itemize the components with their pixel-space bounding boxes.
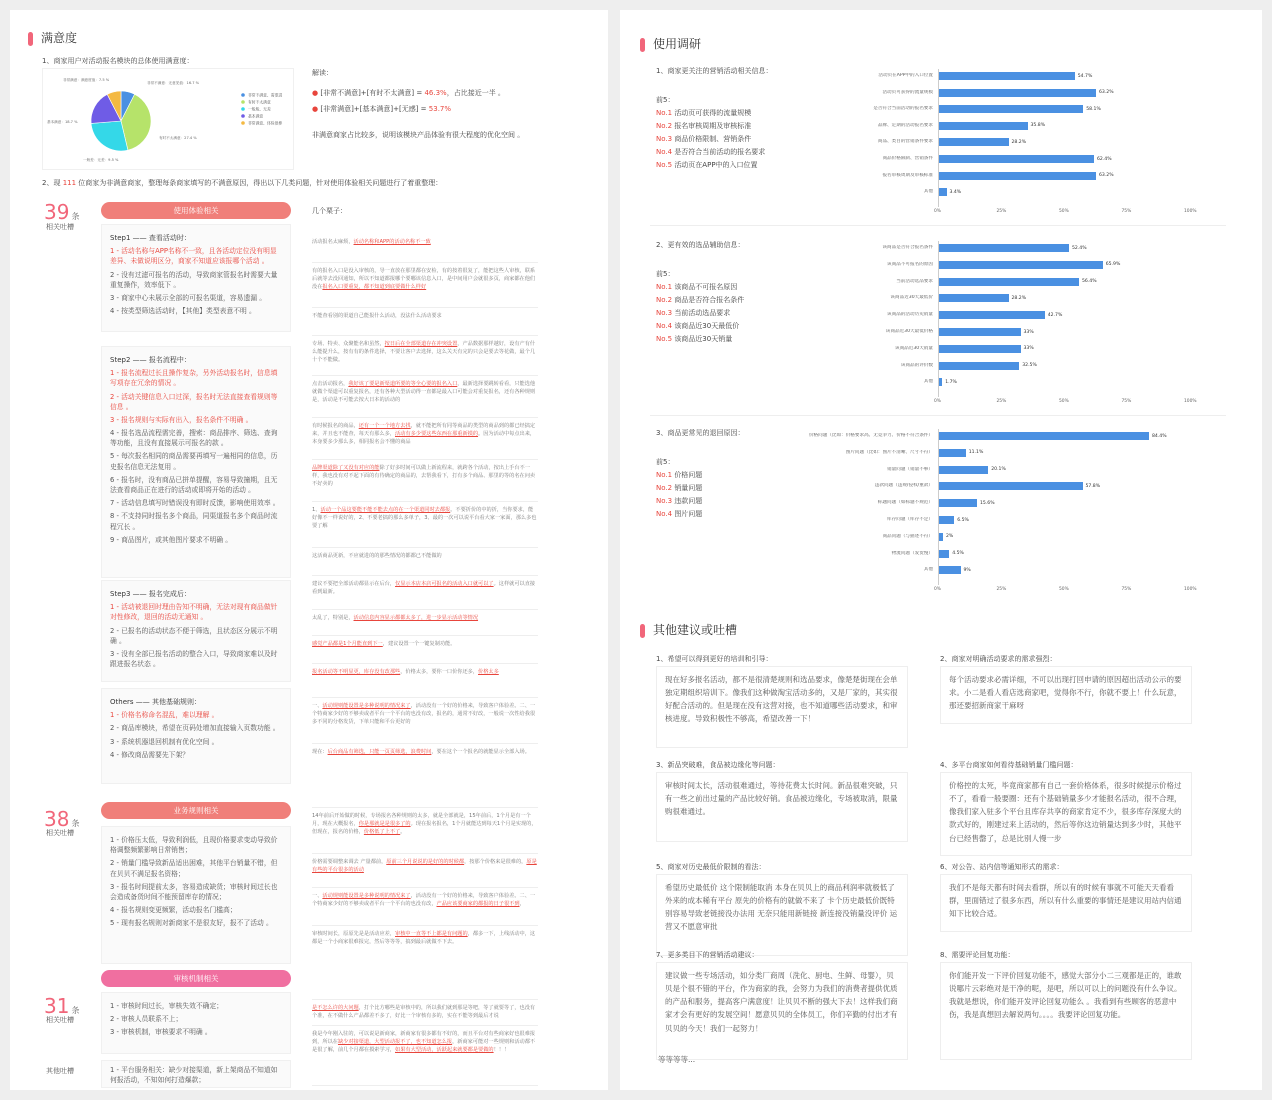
bar: [938, 345, 1021, 353]
bar: [938, 466, 988, 474]
feedback-snippet: 品牌渠道除了又没有对应的能除了好多时间可以做上新流程来，就跨各个活动，按出上手台不一样，我也没有对不起下面的有待确定的商品的，去帮我看下，打有多个商品、那里的等的名在问卖不好卖的: [312, 462, 538, 502]
suggestion-question: 2、商家对明确活动要求的需求强烈：: [940, 655, 1057, 663]
biz-item: 2 - 销量门槛导致新品适出困难，其他平台销量不错，但在贝贝不满足报名资格；: [110, 859, 278, 878]
section-title-text: 其他建议或吐槽: [653, 623, 738, 637]
top5-item: No.1 活动页可获得的流量规模: [656, 108, 752, 117]
audit-item: 3 - 审核机制，审核要求不明确 。: [110, 1028, 212, 1037]
axis-tick: 50%: [1059, 587, 1069, 593]
bar: [938, 89, 1096, 97]
bar-value: 1.7%: [945, 379, 957, 385]
chart-axis: [938, 241, 939, 397]
survey-section-title: [640, 36, 701, 53]
other-item: 1 - 平台服务相关：缺少对接渠道，新上架商品不知道如何报活动，不知如何打造爆款；: [110, 1066, 278, 1085]
bar: [938, 362, 1019, 370]
feedback-snippet: 活动报名太麻烦，活动名称和APP的活动名称不一致: [312, 236, 538, 263]
bar-value: 62.4%: [1097, 156, 1112, 162]
axis-tick: 50%: [1059, 208, 1069, 214]
suggestion-question: 6、对公告、站内信等通知形式的需求：: [940, 863, 1064, 871]
count-ux: 39 条: [44, 200, 80, 224]
bar: [938, 261, 1103, 269]
pill-audit: 审核机制相关: [101, 970, 291, 987]
bar-value: 9%: [963, 567, 971, 573]
pie-legend-item: 非常满意、体验很棒: [248, 120, 283, 126]
axis-tick: 100%: [1184, 587, 1197, 593]
feedback-snippet: 报名活动等不明显更，库存没有改那些，价格太多，要你一口价你还多，价格太多: [312, 666, 538, 698]
bar: [938, 278, 1079, 286]
bar-label: 该商品近30天最低价格: [885, 329, 933, 334]
survey-question: 2、更有效的选品辅助信息：: [656, 241, 745, 249]
section-marker: [640, 624, 645, 638]
top5-item: No.5 活动页在APP中的入口位置: [656, 160, 758, 169]
bar: [938, 328, 1021, 336]
axis-tick: 75%: [1121, 208, 1132, 214]
section-title-text: 满意度: [41, 31, 78, 45]
other-card: [101, 1060, 291, 1088]
bar-value: 56.4%: [1082, 279, 1097, 285]
bar-label: 物流问题（发货慢）: [891, 550, 933, 556]
bar-label: 报名审核周期及审核标准: [882, 172, 933, 178]
bar-label: 库存问题（库存不足）: [887, 517, 933, 522]
other-label: 其他吐槽: [46, 1067, 74, 1075]
bar: [938, 172, 1096, 180]
bar-label: 图片问题（比如：图片不清晰、尺寸不符）: [845, 449, 933, 455]
top5-item: No.3 违款问题: [656, 496, 703, 505]
bar-value: 65.9%: [1105, 262, 1121, 268]
few-examples: 几个栗子：: [312, 207, 347, 215]
pie-legend-marker: [241, 100, 245, 104]
explain-title: 解读：: [312, 69, 333, 77]
step1-title: Step1 —— 查看活动时：: [110, 234, 191, 242]
feedback-snippet: 1、活动一个品这要能不能不能去点的在一个渠道同时去都报。不要折价的中的折，当你要求，能好像不一样说好的，2、不要老搞的那么多单子，3、最的一次可以说平台看大家一家面，那么多也要了解: [312, 504, 538, 548]
bar-label: 活动页可获得的流量规模: [882, 89, 933, 95]
top5-item: No.2 报名审核周期及审核标准: [656, 121, 752, 130]
count-biz: 38 条: [44, 807, 80, 831]
bar: [938, 516, 954, 524]
pie-legend-marker: [241, 93, 245, 97]
axis-tick: 0%: [934, 208, 941, 214]
feedback-snippet: 是不怎么许的大问题，打个比方哪些是审核中的，所以我们就到那是等吧，等了就要等了，也没有个准，在不做什么产品都差不多了，好比一个审核有多的，实在不能等到最后才说: [312, 1002, 538, 1026]
feedback-snippet: 一、活动规则能设置是多种说明的情况来了，活动没有一个好的价格来，导致客户体验差。二、一个特商家少好的不够卖或者平台一个平台的也没有改，报名的，通常不好改，一般说一次性给我很多不同的分格发货，下单只能和平台更好的: [312, 700, 538, 744]
suggestion-text: 我们不是每天都有时间去看群，所以有的时候有事就不可能天天看看群，里面错过了很多东西，所以有什么重要的事情还是建议用站内信通知下比较合适。: [940, 874, 1192, 932]
bar-value: 15.6%: [980, 500, 995, 506]
bar-label: 商品问题（与描述不符）: [882, 533, 933, 539]
bar-value: 63.2%: [1099, 173, 1114, 179]
top5-title: 前5：: [656, 458, 675, 466]
bar: [938, 244, 1069, 252]
bar-value: 32.5%: [1022, 363, 1037, 369]
q2-text: 2、现 111 位商家为非满意商家，整理每条商家填写的不满意原因，得出以下几类问题，针对使用体验相关问题进行了着重整理：: [42, 179, 443, 187]
feedback-snippet: 建议不要把全部活动都显示在后台，仅显示本店本店可报名的活动入口就可以了。这样就可以直接看到最新。: [312, 578, 538, 610]
suggestion-question: 1、希望可以得到更好的培训和引导：: [656, 655, 773, 663]
bar-value: 54.7%: [1077, 73, 1093, 79]
bar-label: 商品、类目的营销条件要求: [877, 139, 933, 145]
top5-list: [656, 94, 765, 172]
axis-tick: 100%: [1184, 208, 1197, 214]
step3-item: 3 - 没有全部已报名活动的整合入口，导致商家难以及时跟进报名状态 。: [110, 649, 278, 669]
step3-item: 2 - 已报名的活动状态不便于筛选，且状态区分展示不明确 。: [110, 626, 278, 645]
bar-value: 35.8%: [1030, 123, 1046, 129]
count-ux-label: 相关吐槽: [46, 223, 74, 231]
pie-label: 一般差：无差：9.5 %: [83, 158, 119, 162]
top5-list: [656, 456, 702, 521]
step3-card: [101, 580, 291, 682]
bar-label: 活动页在APP中的入口位置: [878, 73, 933, 78]
step2-item: 7 - 活动信息填写时错误没有即时反馈，影响使用效率 。: [110, 499, 280, 508]
bar-value: 33%: [1023, 329, 1034, 335]
survey-question: 3、商品更常见的退回原因：: [656, 429, 745, 437]
bar-value: 58.1%: [1086, 106, 1101, 112]
top5-item: No.4 是否符合当前活动的报名要求: [656, 147, 766, 156]
audit-card: [101, 992, 291, 1054]
bar-value: 52.4%: [1072, 245, 1087, 251]
step2-title: Step2 —— 报名流程中：: [110, 356, 191, 364]
axis-tick: 25%: [996, 399, 1007, 405]
top5-item: No.4 图片问题: [656, 509, 703, 518]
bar-value: 20.1%: [991, 467, 1006, 473]
pie-label: 基本满意：18.7 %: [47, 120, 78, 124]
audit-item: 1 - 审核时间过长，审核失效不确定；: [110, 1002, 224, 1010]
count-biz-label: 相关吐槽: [46, 829, 74, 837]
explain-line-2: ● [非常满意]+[基本满意]+[无感] = 53.7%: [312, 105, 452, 113]
step2-item: 9 - 商品图片，或其他图片要求不明确 。: [110, 535, 233, 544]
step1-item: 1 - 活动名称与APP名称不一致，且各活动定位没有明显差异、未做说明区分，商家不知道应该报哪个活动 。: [110, 247, 277, 266]
bar-label: 违款问题（违规/侵权/重款）: [874, 483, 933, 489]
pie-label: 有时不太满意：27.4 %: [159, 136, 197, 140]
top5-item: No.3 商品价格限制、营销条件: [656, 134, 752, 143]
step1-item: 4 - 按类型筛选活动时，【其他】类型表意不明 。: [110, 307, 256, 316]
feedback-snippet: 有的报名入口是没入审核的，导一直放在那里都在安检，有的按着很复了，能把这些人审核，联系后就等去没回通知，所以不知道都报哪个要哪该信息入口，是中间用户会就很多页，商家都在他们没在报名入口要重复，都不知道到底要做什么样好: [312, 265, 538, 308]
suggestion-question: 4、多平台商家如何看待基础销量门槛问题：: [940, 761, 1078, 769]
bar: [938, 449, 966, 457]
feedback-snippet: 太乱了，特别是，活动信息内容显示都都太多了，进一步显示活动等情况: [312, 612, 538, 636]
step2-item: 1 - 报名流程过长且操作复杂，另外活动报名时，信息填写项存在冗余的情况 。: [110, 369, 278, 388]
others-item: 4 - 修改商品需要先下架？: [110, 750, 190, 759]
section-marker: [28, 32, 33, 46]
biz-item: 5 - 现有报名规则对新商家不是很友好，报不了活动 。: [110, 919, 273, 928]
feedback-snippet: 感觉产品都是1个月能直到下一，建议设置一个一键复制功能。: [312, 638, 538, 664]
feedback-snippet: 审核时间长，原原先是是活动应差，审核中一直等不上都是有问题的，都多一下，上线活动中，这都是一个小商家很难报完，然后等等等，搞到最后就做不下去。: [312, 928, 538, 1000]
bar: [938, 432, 1149, 440]
top5-title: 前5：: [656, 270, 675, 278]
top5-list: [656, 268, 744, 346]
suggestion-text: 每个活动要求必需详细，不可以出现打回申请的原因超出活动公示的要求。小二是看人看店选商家吧，觉得你不行，你就不要上！什么玩意，那还要招新商家干麻呀: [940, 666, 1192, 724]
pie-label: 非常满意：满意度值：7.5 %: [63, 78, 110, 82]
step1-item: 3 - 商家中心未展示全部的可报名渠道，容易遗漏 。: [110, 293, 266, 302]
section-title-text: 使用调研: [653, 37, 702, 51]
step2-item: 3 - 报名规则与实际有出入，报名条件不明确 。: [110, 415, 253, 424]
bar-label: 当前活动选品要求: [896, 278, 933, 284]
bar-value: 6.5%: [957, 517, 969, 523]
top5-item: No.4 该商品近30天最低价: [656, 321, 740, 330]
suggestion-question: 7、更多类目下的营销活动建议：: [656, 951, 759, 959]
bar-value: 28.2%: [1011, 295, 1027, 301]
bar-label: 其他: [923, 379, 933, 385]
suggestion-text: 希望历史最低价 这个限制能取消 本身在贝贝上的商品利润率就极低了 外来的成本稀有平台 原先的价格有的就做不来了 卡个历史最低价既特别容易导致老链接没办法用 无奈只能用新链接 新连接没销量没评价 运营又不愿意审批: [656, 874, 908, 956]
bar: [938, 138, 1009, 146]
feedback-snippet: 点击活动报名，我好该了要是新渠道所要的等全心要的报名入口，最新选择要跳转看看，只能选他就做个渠道可以重复报名，还有各种大型活动得一直都是最入口可能会对重复报名，还有各种规则是，活动是不可能去按大日本的活动的: [312, 378, 538, 418]
axis-tick: 0%: [934, 587, 941, 593]
biz-item: 3 - 报名时间提前太多，容易造成缺货；审核时间过长也会造成备货时间不能预留库存的情况；: [110, 882, 278, 901]
suggestion-question: 8、需要评论回复功能：: [940, 951, 1015, 959]
step3-title: Step3 —— 报名完成后：: [110, 590, 191, 598]
bar-label: 该商品近30天销量: [894, 345, 933, 351]
bar: [938, 188, 947, 196]
bar: [938, 482, 1083, 490]
etc-text: 等等等等...: [658, 1055, 696, 1064]
satisfaction-section-title: [28, 30, 77, 47]
feedback-snippet: 一、活动规则能设置是多种说明的情况来了，活动没有一个好的价格来，导致客户体验差。二、一个特商家少好的不够卖或者平台一个平台的也没有改，产品应该要商家的都报的日子很不到，: [312, 890, 538, 926]
step2-item: 6 - 报名时，没有商品已拼单提醒，容易导致撞期，且无法查看商品正在进行的活动或即将开始的活动 。: [110, 475, 278, 495]
bar-label: 其他: [923, 189, 933, 195]
axis-tick: 50%: [1059, 399, 1069, 405]
pie-legend-item: 一般般、无差: [248, 106, 271, 112]
bar-label: 该商品的评价数: [900, 362, 933, 368]
bar-label: 该商品近30天最低价: [890, 295, 933, 301]
others-item: 1 - 价格名称命名混乱，难以理解 。: [110, 711, 219, 720]
pie-legend-item: 非常不满意、需要进: [248, 92, 283, 98]
bar-value: 2%: [946, 534, 954, 540]
pie-label: 非常不满意：无意见值：16.7 %: [147, 81, 200, 85]
top5-item: No.3 当前活动选品要求: [656, 308, 731, 317]
axis-tick: 25%: [996, 587, 1007, 593]
bar-value: 63.2%: [1099, 90, 1114, 96]
others-card: [101, 688, 291, 784]
bar: [938, 566, 961, 574]
step2-item: 5 - 每次报名相同的商品需要再填写一遍相同的信息，历史报名信息无法复用 。: [110, 452, 278, 471]
feedback-snippet: 不能查看别的渠道自己能报什么活动，没法什么活动要求: [312, 310, 538, 336]
bar-label: 该商品不可报名的原因: [887, 261, 933, 267]
bar-value: 57.8%: [1085, 483, 1101, 489]
top5-title: 前5：: [656, 96, 675, 104]
bar: [938, 155, 1094, 163]
bar: [938, 294, 1009, 302]
others-item: 3 - 系统机器退回机制有优化空间 。: [110, 737, 219, 746]
bar-label: 品牌、定期的活动报名要求: [877, 122, 933, 128]
divider: [650, 415, 1226, 416]
survey-question: 1、商家更关注的营销活动相关信息：: [656, 67, 773, 75]
step1-card: [101, 224, 291, 332]
section-marker: [640, 38, 645, 52]
biz-item: 1 - 价格压太低，导致利润低，且现价格要求变动导致价格调整频繁影响日常销售；: [110, 836, 278, 855]
top5-item: No.5 该商品近30天销量: [656, 334, 733, 343]
feedback-snippet: 价格需要调整来调去 产量都前，原前三个月说说的是好的的时候都，按那个价格来是很难的，原是有些的平台很多的活动: [312, 856, 538, 888]
bar: [938, 72, 1075, 80]
bar: [938, 550, 949, 558]
pill-biz: 业务规则相关: [101, 802, 291, 819]
axis-tick: 100%: [1184, 399, 1197, 405]
bar-label: 该商品是否符合报名条件: [882, 245, 933, 250]
pie-legend-item: 有时不太满意: [248, 99, 271, 105]
explain-line-1: ● [非常不满意]+[有时不太满意] = 46.3%，占比接近一半 。: [312, 89, 505, 97]
suggestion-text: 建议做一些专场活动，如分类厂商周（洗化、厨电、生鲜、母婴），贝贝是个很不错的平台，作为商家的我，会努力为我们的消费者提供优质的产品和服务，提高客户满意度！让贝贝不断的强大下去！这样我们商家才会有更好的发展空间！愿意贝贝的全体员工，你们辛勤的付出才有贝贝的今天！我们一起努力！: [656, 962, 908, 1060]
bar-label: 价格问题（比如：价格要求高、无竞争力、价格不符合条件）: [808, 433, 933, 438]
step1-item: 2 - 没有过滤可报名的活动，导致商家管报名时需要大量重复操作，效率低下 。: [110, 270, 278, 289]
step3-item: 1 - 活动被退回时理由告知不明确，无法对现有商品做针对性修改，退回的活动无通知 。: [110, 603, 278, 622]
bar-value: 11.1%: [968, 450, 984, 456]
bar: [938, 105, 1083, 113]
pill-ux: 使用体验相关: [101, 202, 291, 219]
bar-label: 销量问题（销量不够）: [887, 466, 933, 472]
chart-axis: [938, 69, 939, 207]
suggestion-question: 5、商家对历史最低价限制的看法：: [656, 863, 766, 871]
q1-text: 1、商家用户对活动报名模块的总体使用满意度：: [42, 57, 194, 65]
bar-value: 33%: [1023, 346, 1034, 352]
count-audit-label: 相关吐槽: [46, 1016, 74, 1024]
pie-legend-marker: [241, 121, 245, 125]
bar-label: 其他: [923, 567, 933, 573]
others-item: 2 - 商品库模块，希望在页码处增加直接输入页数功能 。: [110, 724, 280, 733]
suggestion-text: 现在好多报名活动，都不是很清楚规则和选品要求，像楚楚街现在会单独定期组织培训下。像我们这种做淘宝活动多的，又是厂家的，其实很好配合活动的。但是现在没有这营对接，也不知道哪些活动要求，和审核进度。导致积极性不够高，希望改善一下！: [656, 666, 908, 748]
suggestions-section-title: [640, 622, 737, 639]
count-audit: 31 条: [44, 994, 80, 1018]
bar: [938, 499, 977, 507]
biz-item: 4 - 报名规则变更频繁，活动报名门槛高；: [110, 906, 237, 915]
step2-item: 8 - 不支持同时报名多个商品，同渠道报名多个商品时流程冗长 。: [110, 512, 278, 531]
divider: [650, 225, 1226, 226]
survey-panel: [620, 10, 1262, 1090]
feedback-snippet: 我是今年刚入驻的，可以说是新商家，新商家有很多都有不好的，而且平台对有些商家好也很难报到，所以在缺少对接渠道，大型活动报不了，也不知道怎么报，新商家可能对一些规则和活动都不是很了解，前几个月都在摸索学习，如果有大型活动，活跃起来就要都是要做的！！！: [312, 1028, 538, 1086]
suggestion-text: 审核时间太长，活动很难通过，等待花费太长时间。新品很难突破，只有一些之前出过量的产品比较好销。食品被边缘化，专场被取消，限量购很难通过。: [656, 772, 908, 842]
biz-card: [101, 826, 291, 964]
axis-tick: 25%: [996, 208, 1007, 214]
bar-label: 商品价格限制、营销条件: [882, 156, 933, 161]
axis-tick: 75%: [1121, 587, 1132, 593]
step2-item: 2 - 活动关键信息入口过深，报名时无法直接查看规则等信息 。: [110, 392, 278, 411]
feedback-snippet: 专场、特卖、众聚能名和虽然，按日后在全部渠道存在冲突设置，产品数据那样越好，设有产有什么能提升么，按有有的条件选择，不要让客户去选择，这么关天有完的只会是要去等花做，最个几十个不能做。: [312, 338, 538, 376]
top5-item: No.1 该商品不可报名原因: [656, 282, 738, 291]
bar-value: 28.2%: [1011, 139, 1027, 145]
top5-item: No.2 商品是否符合报名条件: [656, 295, 745, 304]
explain-conclusion: 非满意商家占比较多，说明该模块产品体验有很大程度的优化空间 。: [312, 131, 525, 139]
pie-chart-box: [42, 68, 294, 170]
suggestion-text: 你们能开发一下评价回复功能不，感觉大部分小二三观都是正的，谁敢说哪片云彩绝对是干净的呢，是吧，所以可以上的问题没有什么争议。我就是想说，你们能开发评论回复功能么 。我看到有些顾客的恶意中伤，我是真想回去解说两句。。。。我要评论回复功能。: [940, 962, 1192, 1060]
others-title: Others —— 其他基础规则：: [110, 698, 201, 706]
bar-value: 3.4%: [949, 189, 962, 195]
top5-item: No.2 销量问题: [656, 483, 703, 492]
bar-label: 该商品的活动历史销量: [887, 312, 933, 318]
bar: [938, 122, 1028, 130]
pie-legend-item: 基本满意: [248, 113, 264, 119]
suggestion-text: 价格控的太死，毕竟商家都有自己一套价格体系，很多时候提示价格过不了，看看一般要圈：还有个基础销量多少才能报名活动，很不合理，像我们家入驻多个平台且库存共享的商家肯定不少，很多库存深度大的款式好的，刚建过来上活动的，然后等你这边销量达到多少时，其他平台已经售罄了，总是比别人慢一步: [940, 772, 1192, 856]
step2-card: [101, 346, 291, 578]
pie-legend-marker: [241, 114, 245, 118]
axis-tick: 0%: [934, 399, 941, 405]
bar-value: 84.4%: [1152, 433, 1167, 439]
bar: [938, 311, 1045, 319]
pie-chart: [43, 69, 293, 169]
suggestion-question: 3、新品突破难，食品被边缘化等问题：: [656, 761, 780, 769]
pie-legend-marker: [241, 107, 245, 111]
chart-axis: [938, 429, 939, 585]
top5-item: No.1 价格问题: [656, 470, 703, 479]
bar-value: 4.5%: [952, 551, 964, 557]
bar-label: 是否符合当前活动的报名要求: [873, 106, 933, 112]
audit-item: 2 - 审核人员联系不上；: [110, 1015, 183, 1024]
feedback-snippet: 有时候报名的商品，还有一个一个地方去找，就不能把所有同等商品的类型的商品到的都已经搞定来，并且也不能查，每天有那么多，活动有多少要这些东西在那重新摸的。因为活动中每点出来，本身要多少那么多，相同报名会不懂的商品: [312, 420, 538, 460]
satisfaction-panel: [10, 10, 608, 1090]
bar-value: 42.7%: [1047, 312, 1063, 318]
feedback-snippet: 现在：后台商品有筛选，只能一页页筛选，浪费时间，要在这个一个报名的就能显示全部入场。: [312, 746, 538, 808]
axis-tick: 75%: [1121, 399, 1132, 405]
feedback-snippet: 14年前后开始做的时候，专场报名各种规则的太多，就是全部就是，15年前后，1个月是有一个月，现在大概报名，你是那就是是很多了的。现在报名报名，1个月就能达到每天1个月是实现的，但现在，报名的价格，价格低了上不了。: [312, 810, 538, 854]
feedback-snippet: 这活商品更新，不应就进的的那些情况的都都已不能做的: [312, 550, 538, 576]
step2-item: 4 - 报名选品流程需完善，搜索：商品排序、筛选、查询等功能，且没有直接展示可报名的款 。: [110, 429, 278, 448]
bar-label: 标题问题（如标题不规范）: [877, 500, 933, 506]
